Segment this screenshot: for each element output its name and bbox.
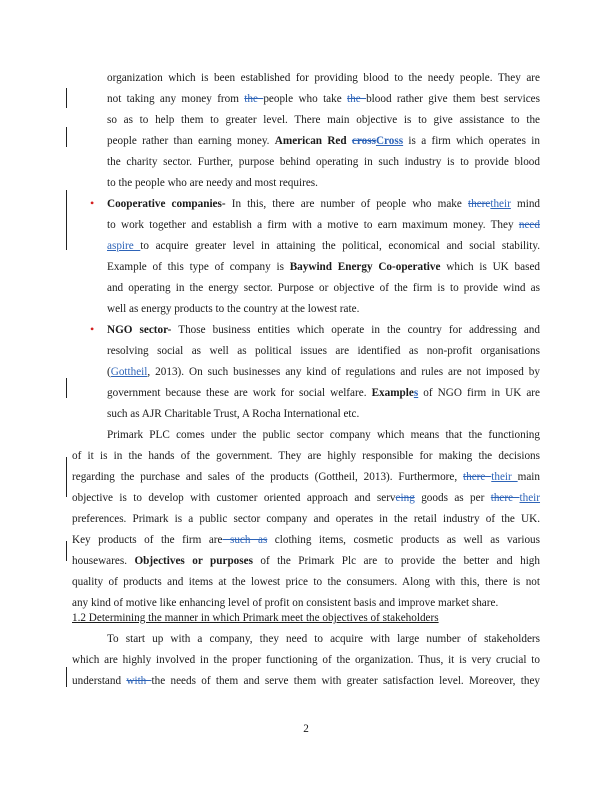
text-line: Cooperative companies- In this, there are number of people who make theretheir mind [107, 198, 541, 210]
text-line: government because these are work for social welfare. Examples of NGO firm in UK are [107, 387, 541, 399]
text-line: and operating in the energy sector. Purpose or objective of the firm is to provide wind as [107, 282, 540, 294]
inserted-text: Cross [375, 135, 404, 147]
inserted-text: their [490, 198, 511, 210]
text-line: (Gottheil, 2013). On such businesses any kind of regulations and rules are not imposed by [107, 366, 540, 378]
text-line: quality of products and items at the lowest price to the consumers. Along with this, there is not [72, 576, 540, 588]
text-line: such as AJR Charitable Trust, A Rocha International etc. [107, 408, 360, 420]
bullet-icon: • [90, 196, 95, 210]
text-line: which are highly involved in the proper functioning of the organization. Thus, it is very crucial to [72, 654, 540, 666]
text-line: any kind of motive like enhancing level of profit on consistent basis and improve market share. [72, 597, 499, 609]
text-line: to the people who are needy and most requires. [107, 177, 318, 189]
deleted-text: there [468, 198, 491, 210]
text-line: aspire to acquire greater level in attaining the political, economical and social stability. [107, 240, 540, 252]
text-line: housewares. Objectives or purposes of the Primark Plc are to provide the better and high [72, 555, 540, 567]
page-number: 2 [303, 723, 309, 735]
text-line: preferences. Primark is a public sector company and operates in the retail industry of the UK. [72, 513, 540, 525]
change-bar [66, 88, 67, 108]
deleted-text: cross [351, 135, 376, 147]
deleted-text: such as [222, 534, 268, 546]
deleted-text: eing [395, 492, 415, 504]
deleted-text: there [490, 492, 520, 504]
text-line: well as energy products to the country at the lowest rate. [107, 303, 360, 315]
inserted-text: their [519, 492, 541, 504]
change-bar [66, 127, 67, 147]
text-line: Primark PLC comes under the public sector company which means that the functioning [107, 429, 540, 441]
bullet-icon: • [90, 322, 95, 336]
deleted-text: the [347, 93, 367, 105]
inserted-text: s [413, 387, 419, 399]
text-line: not taking any money from the people who take the blood rather give them best services [107, 93, 540, 105]
text-line: To start up with a company, they need to acquire with large number of stakeholders [107, 633, 540, 645]
change-bar [66, 190, 67, 250]
text-line: resolving social as well as political issues are identified as non-profit organisations [107, 345, 540, 357]
text-line: understand with the needs of them and serve them with greater satisfaction level. Moreover, they [72, 675, 540, 687]
text-line: the charity sector. Further, purpose behind operating in such industry is to provide blood [107, 156, 540, 168]
deleted-text: with [126, 675, 152, 687]
change-bar [66, 378, 67, 398]
change-bar [66, 541, 67, 561]
text-line: objective is to develop with customer oriented approach and serveing goods as per there their [72, 492, 541, 504]
inserted-text: their [491, 471, 518, 483]
text-line: regarding the purchase and sales of the products (Gottheil, 2013). Furthermore, there their main [72, 471, 540, 483]
change-bar [66, 457, 67, 497]
deleted-text: need [518, 219, 540, 231]
deleted-text: there [463, 471, 492, 483]
text-line: so as to help them to greater level. There main objective is to give assistance to the [107, 114, 540, 126]
text-line: people rather than earning money. American Red crossCross is a firm which operates in [107, 135, 540, 147]
inserted-text: aspire [107, 240, 141, 252]
text-line: Key products of the firm are such as clothing items, cosmetic products as well as various [72, 534, 540, 546]
deleted-text: the [244, 93, 264, 105]
inserted-text: Gottheil [110, 366, 148, 378]
text-line: Example of this type of company is Baywind Energy Co-operative which is UK based [107, 261, 541, 273]
section-heading: 1.2 Determining the manner in which Primark meet the objectives of stakeholders [72, 612, 439, 624]
change-bar [66, 667, 67, 687]
text-line: organization which is been established for providing blood to the needy people. They are [107, 72, 540, 84]
text-line: NGO sector- Those business entities which operate in the country for addressing and [107, 324, 540, 336]
text-line: to work together and establish a firm with a motive to earn maximum money. They need [107, 219, 540, 231]
text-line: of it is in the hands of the government. They are highly responsible for making the decisions [72, 450, 540, 462]
